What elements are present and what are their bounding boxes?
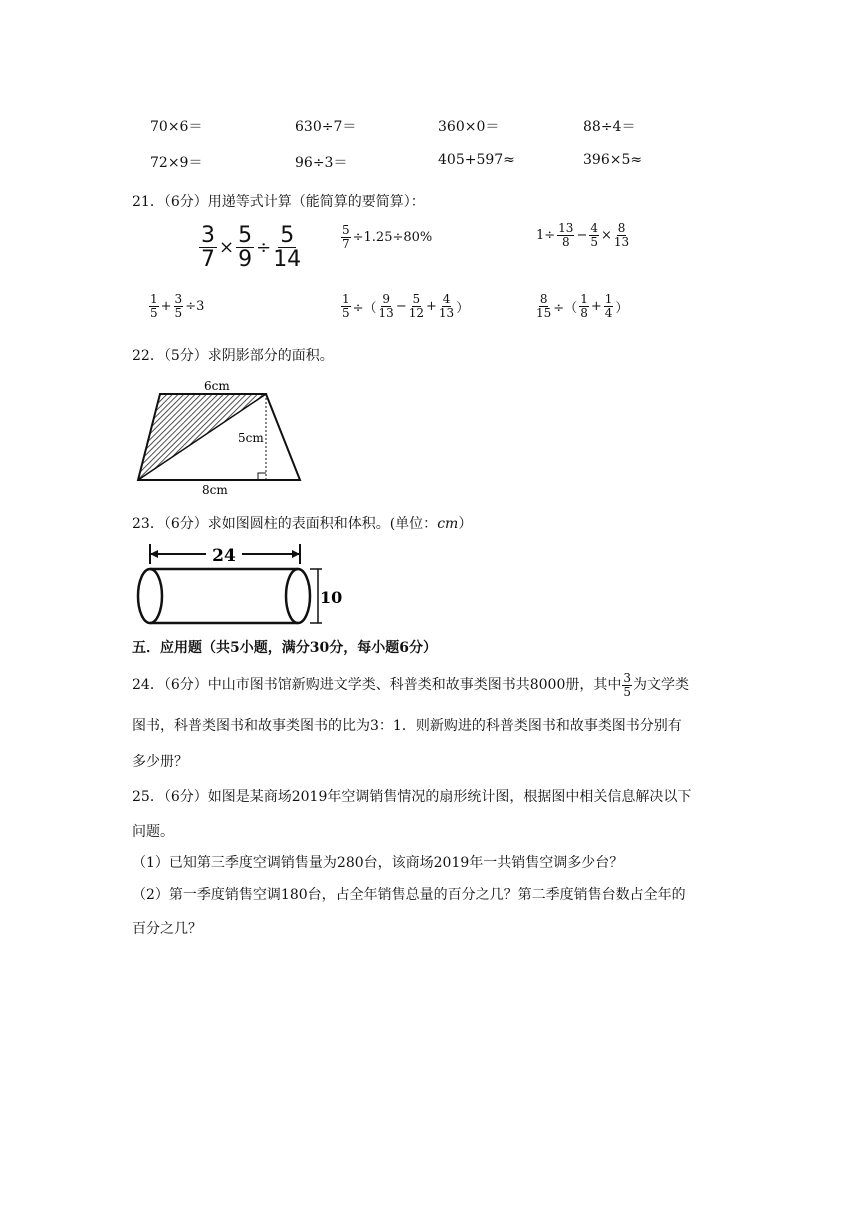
- diameter-label: 10: [320, 588, 343, 607]
- cylinder-figure: [130, 540, 343, 626]
- q25-sub-1: （1）已知第三季度空调销售量为280台，该商场2019年一共销售空调多少台？: [132, 855, 624, 871]
- cylinder-right-face: [286, 569, 310, 623]
- q21-expr-4: $\frac{1}{5}$ + $\frac{3}{5}$ ÷3: [150, 292, 205, 320]
- fraction: $\frac{13}{8}$: [558, 221, 574, 249]
- oral-item: 396×5≈: [583, 152, 643, 168]
- fraction: $\frac{3}{5}$: [623, 671, 631, 699]
- fraction: $\frac{4}{13}$: [438, 292, 455, 320]
- q21-title: 21．（6分）用递等式计算（能简算的要简算）：: [132, 194, 425, 210]
- q24-line-1: 24．（6分）中山市图书馆新购进文学类、科普类和故事类图书共8000册，其中 $\frac{3}{5}$ 为文学类: [132, 671, 689, 699]
- bottom-length-label: 8cm: [202, 483, 228, 497]
- oral-item: 405+597≈: [438, 152, 515, 168]
- fraction: $\frac{1}{5}$: [150, 292, 158, 320]
- fraction: $\frac{4}{5}$: [590, 221, 598, 249]
- fraction: $\frac{9}{13}$: [378, 292, 394, 320]
- fraction: $\frac{5}{12}$: [408, 292, 425, 320]
- q23-title: 23．（6分）求如图圆柱的表面积和体积。(单位：cm）: [132, 516, 473, 532]
- fraction: $\frac{1}{5}$: [342, 292, 350, 320]
- oral-item: 72×9＝: [150, 155, 203, 171]
- arrow-left-icon: [150, 550, 158, 558]
- height-label: 5cm: [238, 431, 264, 445]
- trapezoid-figure: [130, 374, 310, 500]
- top-length-label: 6cm: [204, 379, 230, 393]
- fraction: $\frac{8}{13}$: [613, 221, 630, 249]
- oral-item: 630÷7＝: [295, 119, 357, 135]
- oral-item: 360×0＝: [438, 119, 500, 135]
- q24-line-2: 图书，科普类图书和故事类图书的比为3：1．则新购进的科普类图书和故事类图书分别有: [132, 718, 682, 734]
- q25-sub-2-line-2: 百分之几？: [132, 921, 202, 937]
- fraction: $\frac{1}{4}$: [604, 292, 613, 320]
- fraction: $\frac{1}{8}$: [580, 292, 588, 320]
- cylinder-left-face: [138, 569, 162, 623]
- length-label: 24: [212, 546, 236, 566]
- q21-expr-5: $\frac{1}{5}$ ÷（ $\frac{9}{13}$ − $\frac{5}{12}$ + $\frac{4}{13}$ ）: [342, 292, 470, 320]
- q25-line-2: 问题。: [132, 824, 174, 840]
- section-title: 五．应用题（共5小题，满分30分，每小题6分）: [132, 640, 437, 656]
- q21-expr-6: $\frac{8}{15}$ ÷（ $\frac{1}{8}$ + $\frac{1}{4}$ ）: [536, 292, 629, 320]
- arrow-right-icon: [292, 550, 300, 558]
- q21-expr-1: $\frac{3}{7}$ × $\frac{5}{9}$ ÷ $\frac{5}{14}$: [201, 223, 302, 273]
- oral-item: 70×6＝: [150, 119, 203, 135]
- fraction: $\frac{8}{15}$: [536, 292, 552, 320]
- oral-item: 96÷3＝: [295, 155, 348, 171]
- q25-line-1: 25．（6分）如图是某商场2019年空调销售情况的扇形统计图，根据图中相关信息解决以下: [132, 789, 692, 805]
- right-angle-mark: [258, 473, 266, 480]
- fraction: $\frac{5}{14}$: [273, 223, 302, 273]
- q21-expr-2: $\frac{5}{7}$ ÷1.25÷80%: [342, 223, 433, 251]
- q24-line-3: 多少册？: [132, 754, 188, 770]
- fraction: $\frac{5}{7}$: [342, 223, 350, 251]
- fraction: $\frac{3}{5}$: [174, 292, 183, 320]
- oral-item: 88÷4＝: [583, 119, 636, 135]
- q25-sub-2-line-1: （2）第一季度销售空调180台，占全年销售总量的百分之几？第二季度销售台数占全年的: [132, 887, 686, 903]
- fraction: $\frac{5}{9}$: [238, 223, 253, 273]
- q21-expr-3: 1÷ $\frac{13}{8}$ − $\frac{4}{5}$ × $\frac{8}{13}$: [536, 221, 630, 249]
- q22-title: 22．（5分）求阴影部分的面积。: [132, 348, 334, 364]
- fraction: $\frac{3}{7}$: [201, 223, 215, 273]
